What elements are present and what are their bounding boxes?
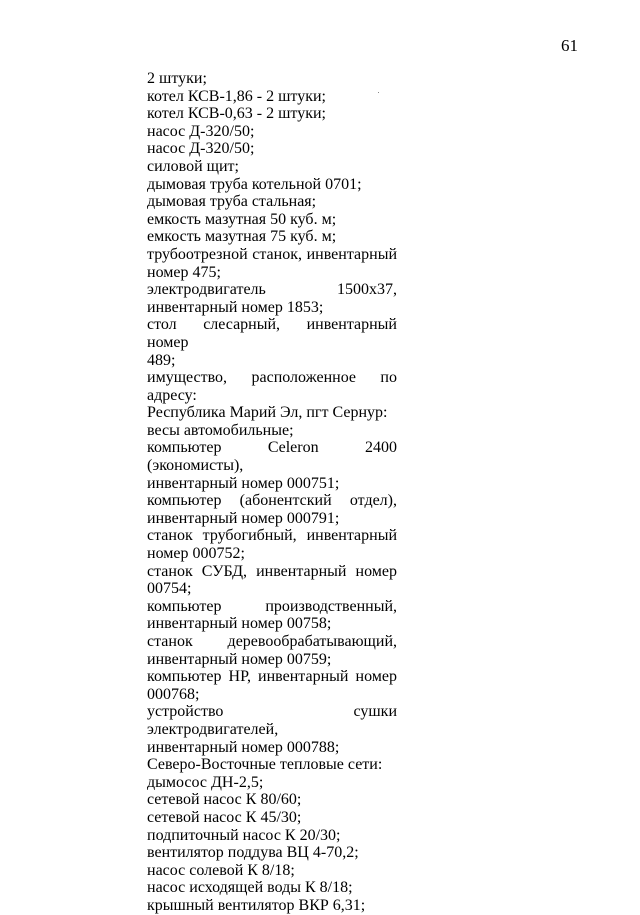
document-line: инвентарный номер 00759; [147, 650, 332, 668]
document-line: вентилятор поддува ВЦ 4-70,2; [147, 844, 359, 862]
document-line: инвентарный номер 000791; [147, 509, 340, 527]
document-line: инвентарный номер 00758; [147, 615, 332, 633]
document-line: станок СУБД, инвентарный номер [147, 562, 397, 580]
document-line: дымосос ДН-2,5; [147, 773, 264, 791]
document-line: насос Д-320/50; [147, 140, 255, 158]
document-line: инвентарный номер 000751; [147, 474, 340, 492]
document-line: емкость мазутная 50 куб. м; [147, 210, 337, 228]
document-body [147, 70, 397, 915]
document-line: Республика Марий Эл, пгт Сернур: [147, 404, 388, 422]
document-line: 489; [147, 351, 176, 369]
document-line: крышный вентилятор ВКР 6,31; [147, 896, 366, 914]
document-line: трубоотрезной станок, инвентарный [147, 245, 397, 263]
document-line: номер 475; [147, 263, 221, 281]
document-line: силовой щит; [147, 157, 239, 175]
document-line: номер 000752; [147, 545, 245, 563]
document-line: устройство сушки электродвигателей, [147, 703, 397, 738]
document-line: котел КСВ-0,63 - 2 штуки; [147, 105, 326, 123]
document-line: 2 штуки; [147, 70, 207, 87]
document-line: весы автомобильные; [147, 421, 294, 439]
document-line: дымовая труба стальная; [147, 193, 317, 211]
document-line: компьютер (абонентский отдел), [147, 492, 397, 510]
document-line: инвентарный номер 1853; [147, 298, 324, 316]
document-line: компьютер производственный, [147, 597, 397, 615]
document-line: 000768; [147, 685, 200, 703]
document-line: насос солевой К 8/18; [147, 861, 295, 879]
document-line: насос исходящей воды К 8/18; [147, 879, 353, 897]
document-line: насос Д-320/50; [147, 122, 255, 140]
document-line: станок деревообрабатывающий, [147, 633, 397, 650]
document-line: стол слесарный, инвентарный номер [147, 316, 397, 351]
document-line: 00754; [147, 580, 192, 598]
document-line: Северо-Восточные тепловые сети: [147, 756, 383, 774]
document-line: компьютер Celeron 2400 (экономисты), [147, 439, 397, 475]
document-line: компьютер НР, инвентарный номер [147, 668, 397, 686]
document-line: сетевой насос К 80/60; [147, 791, 302, 809]
document-line: котел КСВ-1,86 - 2 штуки; [147, 87, 326, 105]
document-line: подпиточный насос К 20/30; [147, 826, 341, 844]
document-line: дымовая труба котельной 0701; [147, 175, 362, 193]
document-line: электродвигатель 1500х37, [147, 281, 397, 299]
document-line: инвентарный номер 000788; [147, 738, 340, 756]
document-line: имущество, расположенное по адресу: [147, 369, 397, 404]
document-line: емкость мазутная 75 куб. м; [147, 228, 337, 246]
document-line: сетевой насос К 45/30; [147, 808, 302, 826]
page-number: 61 [561, 36, 578, 55]
document-line: станок трубогибный, инвентарный [147, 527, 397, 545]
